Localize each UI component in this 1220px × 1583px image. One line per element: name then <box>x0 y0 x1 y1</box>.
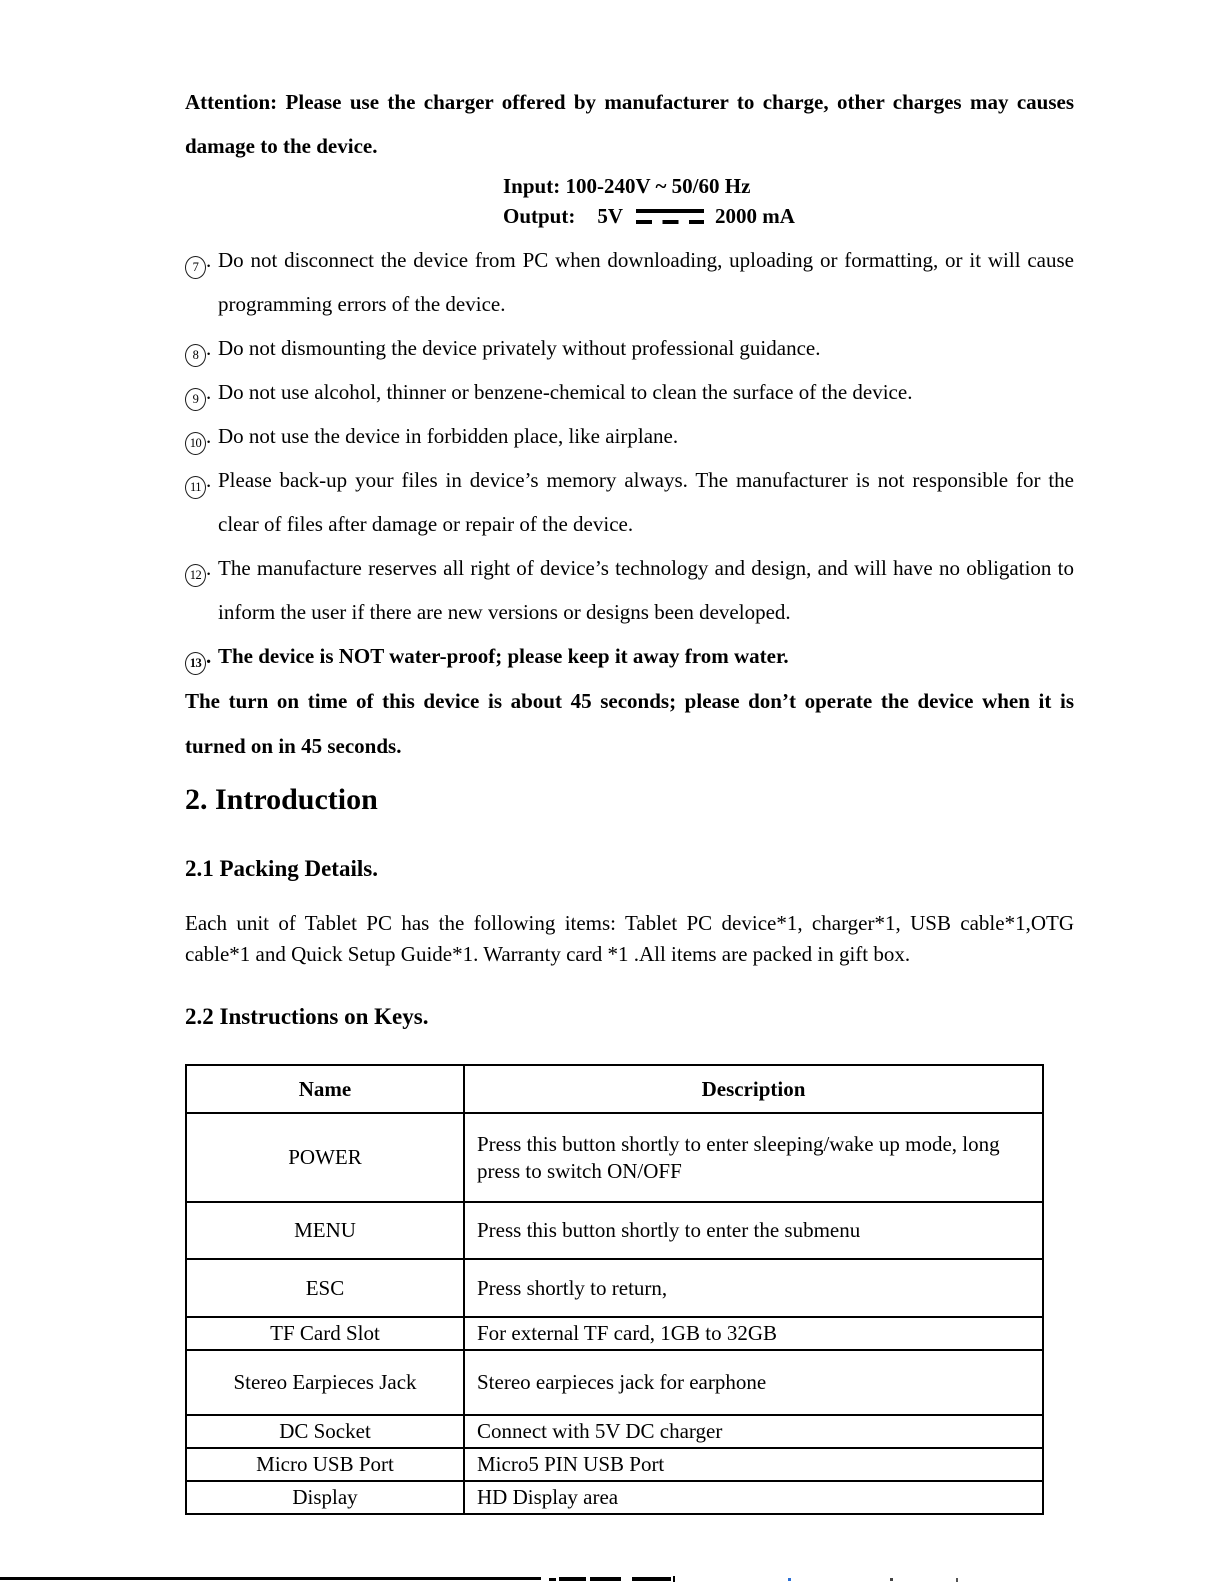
key-name-cell: Display <box>186 1481 464 1514</box>
keys-table-body <box>186 1113 1043 1514</box>
table-row <box>186 1317 1043 1350</box>
key-description-cell: Connect with 5V DC charger <box>464 1415 1043 1448</box>
input-spec-line: Input: 100-240V ~ 50/60 Hz <box>503 174 751 198</box>
circled-number: 13 <box>185 652 206 675</box>
list-item <box>185 414 1074 458</box>
marker-dot: . <box>206 336 212 360</box>
subsection-heading-instructions-on-keys: 2.2 Instructions on Keys. <box>185 1004 429 1029</box>
table-row <box>186 1448 1043 1481</box>
table-row <box>186 1350 1043 1415</box>
safety-list <box>185 238 1074 678</box>
circled-number: 7 <box>185 256 206 279</box>
subsection-heading-packing-details: 2.1 Packing Details. <box>185 856 378 881</box>
list-item-marker <box>185 458 211 502</box>
list-item-text: The manufacture reserves all right of device’s technology and design, and will have no obligation to inform the user if there are new versions or designs been developed. <box>218 556 1074 624</box>
power-spec-block <box>503 171 1074 231</box>
key-description-cell: For external TF card, 1GB to 32GB <box>464 1317 1043 1350</box>
key-name-cell: Micro USB Port <box>186 1448 464 1481</box>
circled-number: 9 <box>185 388 206 411</box>
marker-dot: . <box>206 556 212 580</box>
marker-dot: . <box>206 380 212 404</box>
circled-number: 12 <box>185 564 206 587</box>
turn-on-note: The turn on time of this device is about 45 seconds; please don’t operate the device when it is turned on in 45 seconds. <box>185 689 1074 758</box>
list-item <box>185 326 1074 370</box>
cutoff-rule <box>0 1577 541 1580</box>
output-voltage: 5V <box>597 204 624 228</box>
output-current: 2000 mA <box>715 204 795 228</box>
list-item-marker <box>185 414 211 458</box>
table-row <box>186 1415 1043 1448</box>
list-item-text: Please back-up your files in device’s memory always. The manufacturer is not responsible for the clear of files after damage or repair of the device. <box>218 468 1074 536</box>
page-content <box>185 80 1074 1515</box>
key-description-cell: Stereo earpieces jack for earphone <box>464 1350 1043 1415</box>
table-row <box>186 1202 1043 1259</box>
key-description-cell: Press this button shortly to enter sleeping/wake up mode, long press to switch ON/OFF <box>464 1113 1043 1202</box>
key-description-cell: Micro5 PIN USB Port <box>464 1448 1043 1481</box>
key-name-cell: MENU <box>186 1202 464 1259</box>
keys-table <box>185 1064 1044 1515</box>
cutoff-glyph-fragment <box>632 1577 671 1581</box>
marker-dot: . <box>206 424 212 448</box>
circled-number: 11 <box>185 476 206 499</box>
key-name-cell: POWER <box>186 1113 464 1202</box>
list-item <box>185 546 1074 634</box>
list-item <box>185 370 1074 414</box>
list-item-marker <box>185 238 211 282</box>
output-label: Output: <box>503 204 576 228</box>
list-item-text: Do not dismounting the device privately without professional guidance. <box>218 336 821 360</box>
list-item-marker <box>185 546 211 590</box>
list-item-marker <box>185 634 211 678</box>
column-header-name: Name <box>186 1065 464 1113</box>
cutoff-glyph-fragment <box>890 1578 893 1581</box>
circled-number: 10 <box>185 432 206 455</box>
table-row <box>186 1481 1043 1514</box>
list-item-text: Do not use the device in forbidden place, like airplane. <box>218 424 679 448</box>
table-header-row <box>186 1065 1043 1113</box>
key-name-cell: Stereo Earpieces Jack <box>186 1350 464 1415</box>
list-item-text: The device is NOT water-proof; please keep it away from water. <box>218 644 789 668</box>
key-name-cell: TF Card Slot <box>186 1317 464 1350</box>
table-row <box>186 1113 1043 1202</box>
key-name-cell: DC Socket <box>186 1415 464 1448</box>
key-name-cell: ESC <box>186 1259 464 1317</box>
table-row <box>186 1259 1043 1317</box>
list-item-marker <box>185 370 211 414</box>
cutoff-glyph-fragment <box>590 1577 621 1581</box>
keys-table-header <box>186 1065 1043 1113</box>
list-item <box>185 238 1074 326</box>
direct-current-icon <box>636 209 704 224</box>
cutoff-glyph-fragment <box>549 1578 556 1581</box>
cutoff-glyph-fragment <box>559 1577 586 1581</box>
marker-dot: . <box>206 468 212 492</box>
marker-dot: . <box>206 644 212 668</box>
cutoff-glyph-fragment <box>956 1578 958 1582</box>
marker-dot: . <box>206 248 212 272</box>
list-item <box>185 634 1074 678</box>
list-item-text: Do not disconnect the device from PC when downloading, uploading or formatting, or it will cause programming errors of the device. <box>218 248 1074 316</box>
circled-number: 8 <box>185 344 206 367</box>
section-heading-introduction: 2. Introduction <box>185 783 378 816</box>
cutoff-glyph-fragment <box>673 1576 675 1582</box>
list-item-marker <box>185 326 211 370</box>
key-description-cell: Press shortly to return, <box>464 1259 1043 1317</box>
key-description-cell: HD Display area <box>464 1481 1043 1514</box>
list-item <box>185 458 1074 546</box>
output-spec-line <box>503 201 1074 231</box>
attention-note: Attention: Please use the charger offered by manufacturer to charge, other charges may causes damage to the device. <box>185 90 1074 158</box>
list-item-text: Do not use alcohol, thinner or benzene-chemical to clean the surface of the device. <box>218 380 913 404</box>
cutoff-glyph-fragment <box>788 1578 791 1581</box>
column-header-description: Description <box>464 1065 1043 1113</box>
packing-details-text: Each unit of Tablet PC has the following items: Tablet PC device*1, charger*1, USB cable*1,OTG cable*1 and Quick Setup Guide*1. Warranty card *1 .All items are packed in gift box. <box>185 911 1074 966</box>
key-description-cell: Press this button shortly to enter the submenu <box>464 1202 1043 1259</box>
